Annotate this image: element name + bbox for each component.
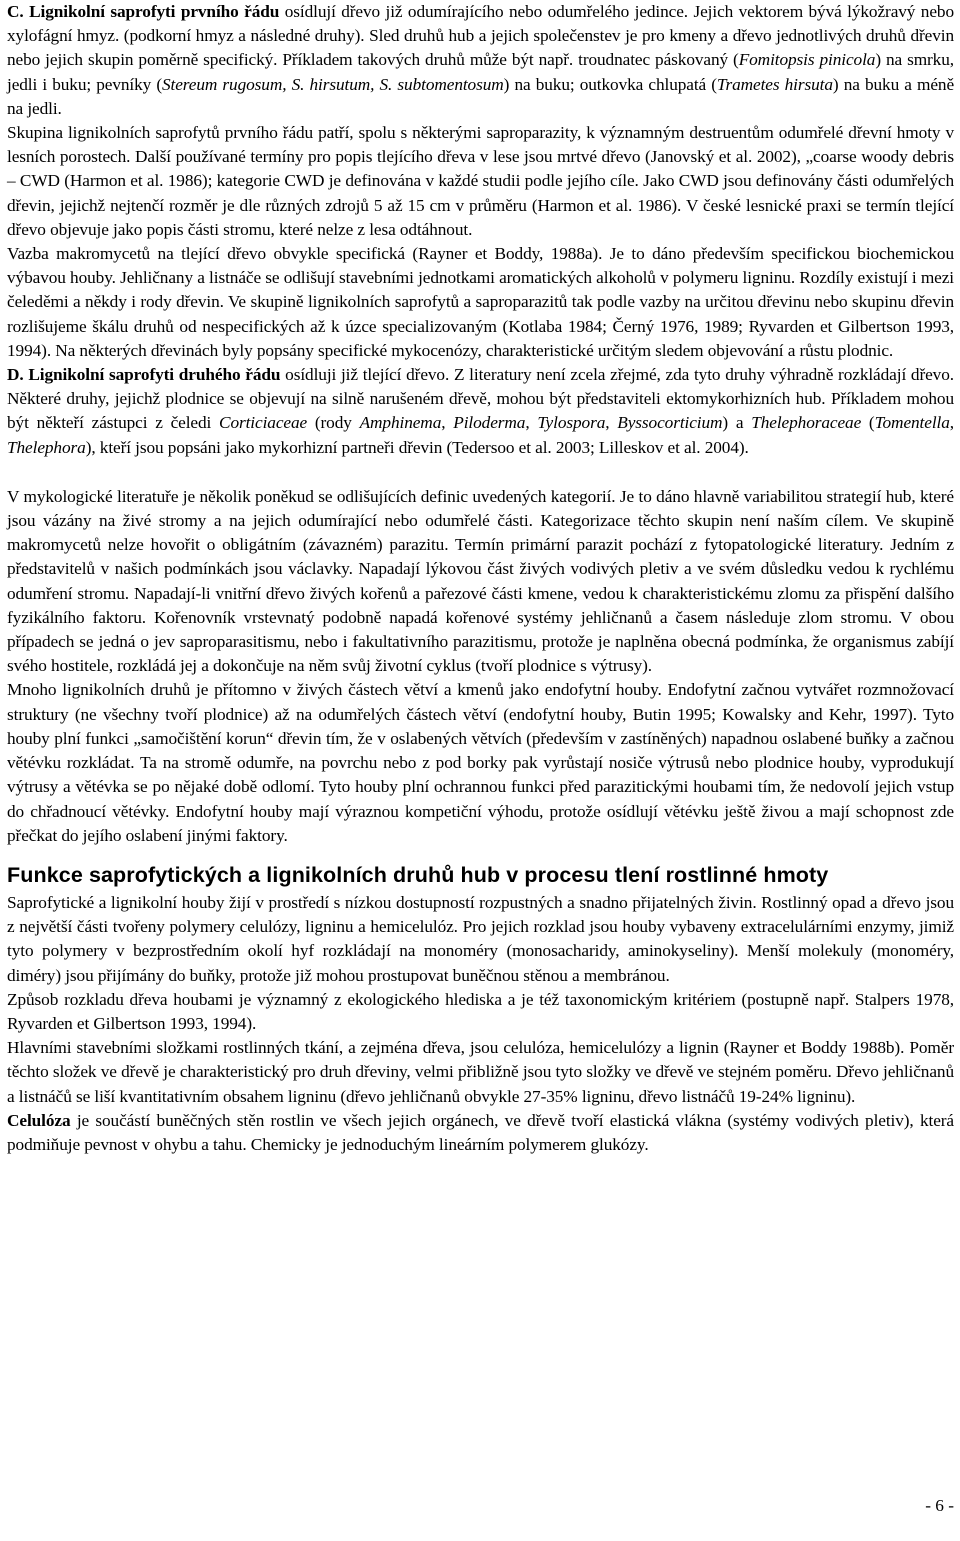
species-name: Fomitopsis pinicola (738, 50, 876, 70)
species-name: Stereum rugosum, S. hirsutum, S. subtomentosum (162, 74, 504, 94)
paragraph-parasitism: V mykologické literatuře je několik poněkud se odlišujících definic uvedených kategorií. Je to dáno hlavně variabilitou strategií hub, které jsou vázány na živé stromy a na jejich odumírající nebo odumřelé části. Kategorizace těchto skupin není naším cílem. Ve skupině makromycetů nelze hovořit o obligátním (závazném) parazitu. Termín primární parazit pochází z fytopatologické literatury. Jedním z představitelů v našich podmínkách jsou václavky. Napadají lýkovou část živých vodivých pletiv a ve svém důsledku vedou k rychlému odumření stromu. Napadají-li vnitřní dřevo živých kořenů a pařezové části kmene, vedou k charakteristickému zlomu za přispění dalšího fyzikálního faktoru. Kořenovník vrstevnatý podobně napadá kořenové systémy jehličnanů a časem následuje zlom stromu. V obou případech se jedná o jev saproparasitismu, nebo i fakultativního parazitismu, protože je naplněna obecná podmínka, že organismus zabíjí svého hostitele, rozkládá jej a dokončuje na něm svůj životní cyklus (tvoří plodnice s výtrusy). (7, 486, 954, 676)
family-name: Corticiaceae (219, 413, 308, 433)
paragraph-gap (7, 460, 954, 485)
term-second-order: Lignikolní saprofyti druhého řádu (28, 365, 281, 385)
paragraph-cwd-definition: Skupina lignikolních saprofytů prvního řádu patří, spolu s některými saproparazity, k významným destruentům odumřelé dřevní hmoty v lesních porostech. Další používané termíny pro popis tlejícího dřeva v lese jsou mrtvé dřevo (Janovský et al. 2002), „coarse woody debris – CWD (Harmon et al. 1986); kategorie CWD je definována v každé studii podle jejího cíle. Jako CWD jsou definovány části odumřelých dřevin, jejichž nejtenčí rozměr je dle různých zdrojů 5 až 15 cm v průměru (Harmon et al. 1986). V české lesnické praxi se termín tlející dřevo objevuje jako popis části stromu, které nelze z lesa odtáhnout. (7, 123, 954, 239)
paragraph-saprophytes-first-order: C. Lignikolní saprofyti prvního řádu osídlují dřevo již odumírajícího nebo odumřelého jedince. Jejich vektorem bývá lýkožravý nebo xylofágní hmyz. (podkorní hmyz a následné druhy). Sled druhů hub a jejich společenstev je pro kmeny a dřevo jednotlivých druhů dřevin nebo jejich skupin poměrně specifický. Příkladem takových druhů může být např. troudnatec páskovaný (Fomitopsis pinicola) na smrku, jedli i buku; pevníky (Stereum rugosum, S. hirsutum, S. subtomentosum) na buku; outkovka chlupatá (Trametes hirsuta) na buku a méně na jedli. (7, 2, 955, 118)
genus-name: Thelephora (7, 437, 86, 457)
genus-name: Piloderma (453, 413, 526, 433)
document-page (7, 0, 954, 1157)
paragraph-cellulose: Celulóza je součástí buněčných stěn rostlin ve všech jejich orgánech, ve dřevě tvoří elastická vlákna (systémy vodivých pletiv), která podmiňuje pevnost v ohybu a tahu. Chemicky je jednoduchým lineárním polymerem glukózy. (7, 1110, 954, 1154)
genus-name: Tomentella (874, 413, 950, 433)
genus-name: Byssocorticium (617, 413, 723, 433)
section-letter-c: C. (7, 2, 24, 21)
paragraph-saprophytes-second-order: D. Lignikolní saprofyti druhého řádu osídluji již tlející dřevo. Z literatury není zcela zřejmé, zda tyto druhy výhradně rozkládají dřevo. Některé druhy, jejichž plodnice se objevují na silně narušeném dřevě, mohou být představiteli ektomykorhizních hub. Příkladem mohou být někteří zástupci z čeledi Corticiaceae (rody Amphinema, Piloderma, Tylospora, Byssocorticium) a Thelephoraceae (Tomentella, Thelephora), kteří jsou popsáni jako mykorhizní partneři dřevin (Tedersoo et al. 2003; Lilleskov et al. 2004). (7, 365, 954, 457)
page-number: - 6 - (925, 1496, 954, 1515)
paragraph-decay-mode: Způsob rozkladu dřeva houbami je významný z ekologického hlediska a je též taxonomickým kritériem (postupně např. Stalpers 1978, Ryvarden et Gilbertson 1993, 1994). (7, 989, 954, 1033)
term-first-order: Lignikolní saprofyti prvního řádu (29, 2, 280, 21)
section-heading: Funkce saprofytických a lignikolních druhů hub v procesu tlení rostlinné hmoty (7, 862, 829, 887)
section-letter-d: D. (7, 365, 24, 385)
paragraph-nutrient-environment: Saprofytické a lignikolní houby žijí v prostředí s nízkou dostupností rozpustných a snadno přijatelných živin. Rostlinný opad a dřevo jsou z největší části tvořeny polymery celulózy, ligninu a hemicelulóz. Pro jejich rozklad jsou houby vybaveny extracelulárními enzymy, jimiž tyto polymery v bezprostředním okolí hyf rozkládají na monoméry (monosacharidy, aminokyseliny). Menší molekuly (monoméry, diméry) jsou přijímány do buňky, protože již mohou prostupovat buněčnou stěnou a membránou. (7, 892, 954, 985)
genus-name: Tylospora (537, 413, 606, 433)
family-name: Thelephoraceae (751, 413, 862, 433)
species-name: Trametes hirsuta (716, 74, 833, 94)
paragraph-wood-components: Hlavními stavebními složkami rostlinných tkání, a zejména dřeva, jsou celulóza, hemicelulózy a lignin (Rayner et Boddy 1988b). Poměr těchto složek ve dřevě je charakteristický pro druh dřeviny, velmi přibližně jsou tyto složky ve dřevě ve stejném poměru. Dřevo jehličnanů a listnáčů se liší kvantitativním obsahem ligninu (dřevo jehličnanů obvykle 27-35% ligninu, dřevo listnáčů 19-24% ligninu). (7, 1038, 954, 1106)
term-cellulose: Celulóza (7, 1110, 71, 1130)
paragraph-endophytes: Mnoho lignikolních druhů je přítomno v živých částech větví a kmenů jako endofytní houby. Endofytní začnou vytvářet rozmnožovací struktury (ne všechny tvoří plodnice) až na odumřelých částech větví (endofytní houby, Butin 1995; Kowalsky and Kehr, 1997). Tyto houby plní funkci „samočištění korun“ dřevin tím, že v oslabených větvích (především v zastíněných) napadnou oslabené buňky a začnou větévku rozkládat. Ta na stromě odumře, na povrchu nebo z pod borky pak vyrůstají nosiče výtrusů nebo plodnice houby, vyprodukují výtrusy a větévka se po nějaké době odlomí. Tyto houby plní ochrannou funkci před parazitickými houbami tím, že nedovolí jejich vstup do chřadnoucí větévky. Endofytní houby mají výraznou kompetiční výhodu, protože osídlují větévku ještě živou a mají schopnost zde přečkat do jejího oslabení jinými faktory. (7, 680, 954, 845)
paragraph-host-specificity: Vazba makromycetů na tlející dřevo obvykle specifická (Rayner et Boddy, 1988a). Je to dáno především specifickou biochemickou výbavou houby. Jehličnany a listnáče se odlišují stavebními jednotkami aromatických alkoholů v polymeru ligninu. Rozdíly existují i mezi čeleděmi a někdy i rody dřevin. Ve skupině lignikolních saprofytů a saproparazitů tak podle vazby na určitou dřevinu nebo skupinu dřevin rozlišujeme škálu druhů od nespecifických až k úzce specializovaným (Kotlaba 1984; Černý 1976, 1989; Ryvarden et Gilbertson 1993, 1994). Na některých dřevinách byly popsány specifické mykocenózy, charakteristické určitým sledem objevování a růstu plodnic. (7, 244, 954, 360)
genus-name: Amphinema (359, 413, 442, 433)
